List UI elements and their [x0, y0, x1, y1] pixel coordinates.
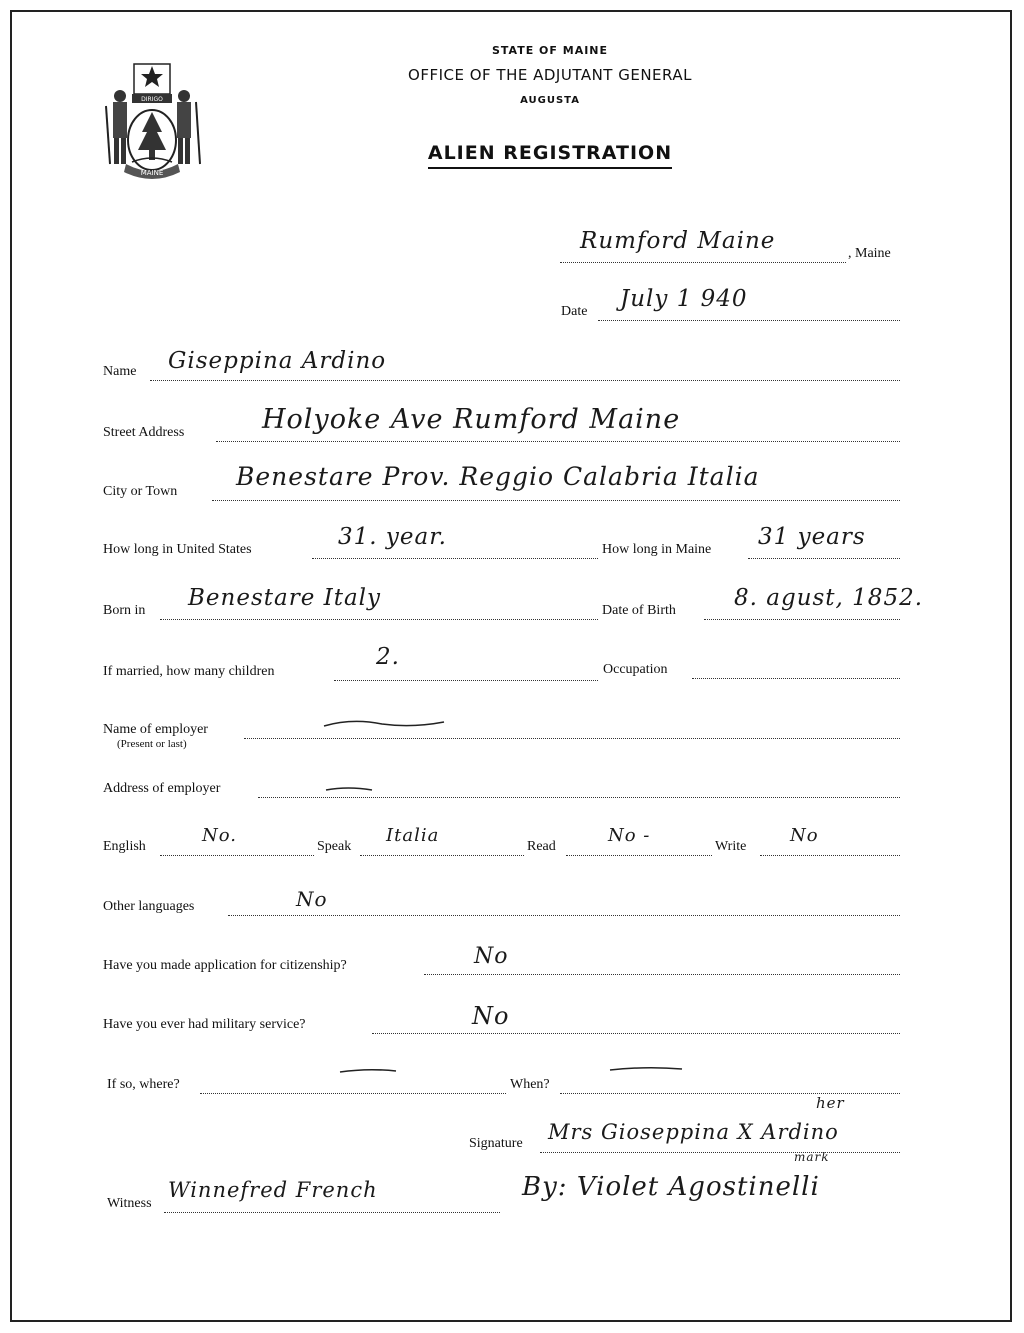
witness-value: Winnefred French — [168, 1178, 378, 1202]
military-line — [372, 1033, 900, 1034]
other-languages-value: No — [296, 887, 328, 911]
english-line — [160, 855, 314, 856]
signature-value: Mrs Gioseppina X Ardino — [548, 1120, 839, 1144]
employer-label: Name of employer — [103, 722, 208, 737]
signature-line — [540, 1152, 900, 1153]
form-title — [300, 142, 800, 164]
witness-line — [164, 1212, 500, 1213]
seal-banner: MAINE — [140, 169, 164, 177]
where-dash-mark — [338, 1066, 398, 1076]
write-value: No — [790, 825, 819, 846]
birthplace-line — [160, 619, 598, 620]
dob-value: 8. agust, 1852. — [734, 585, 924, 611]
speak-line — [360, 855, 524, 856]
date-line — [598, 320, 900, 321]
military-label: Have you ever had military service? — [103, 1017, 306, 1032]
other-languages-label: Other languages — [103, 899, 195, 914]
city-heading: AUGUSTA — [520, 95, 580, 106]
occupation-line — [692, 678, 900, 679]
other-languages-line — [228, 915, 900, 916]
place-value: Rumford Maine — [580, 228, 776, 254]
us-duration-value: 31. year. — [338, 524, 447, 550]
citizenship-label: Have you made application for citizenship? — [103, 958, 347, 973]
maine-duration-label: How long in Maine — [602, 542, 712, 557]
city-line — [212, 500, 900, 501]
signature-mark-her: her — [816, 1094, 845, 1112]
street-value: Holyoke Ave Rumford Maine — [262, 404, 681, 435]
military-value: No — [472, 1002, 510, 1030]
children-value: 2. — [376, 644, 400, 670]
dob-line — [704, 619, 900, 620]
seal-motto: DIRIGO — [141, 96, 163, 103]
where-line — [200, 1093, 506, 1094]
city-label: City or Town — [103, 484, 178, 499]
employer-sublabel: (Present or last) — [117, 738, 187, 750]
english-value: No. — [202, 825, 237, 846]
state-heading: STATE OF MAINE — [491, 44, 609, 57]
write-line — [760, 855, 900, 856]
date-value: July 1 940 — [620, 286, 748, 312]
name-value: Giseppina Ardino — [168, 348, 387, 374]
signature-mark-label: mark — [794, 1150, 830, 1164]
read-label: Read — [527, 839, 556, 854]
where-label: If so, where? — [107, 1077, 180, 1092]
speak-value: Italia — [386, 825, 440, 846]
date-label: Date — [561, 304, 588, 319]
signature-label: Signature — [469, 1136, 523, 1151]
read-line — [566, 855, 712, 856]
witness-label: Witness — [107, 1196, 152, 1211]
us-duration-line — [312, 558, 598, 559]
form-title-text: ALIEN REGISTRATION — [428, 142, 672, 169]
employer-address-line — [258, 797, 900, 798]
street-line — [216, 441, 900, 442]
maine-state-seal — [96, 56, 208, 180]
name-label: Name — [103, 364, 137, 379]
citizenship-value: No — [474, 944, 509, 969]
employer-address-dash-mark — [324, 784, 374, 794]
maine-duration-value: 31 years — [758, 524, 866, 550]
name-line — [150, 380, 900, 381]
employer-address-label: Address of employer — [103, 781, 221, 796]
when-line — [560, 1093, 900, 1094]
place-suffix: , Maine — [848, 246, 891, 261]
when-label: When? — [510, 1077, 550, 1092]
occupation-label: Occupation — [603, 662, 668, 677]
birthplace-label: Born in — [103, 603, 146, 618]
speak-label: Speak — [317, 839, 352, 854]
witness-by-value: By: Violet Agostinelli — [522, 1172, 820, 1202]
english-label: English — [103, 839, 146, 854]
citizenship-line — [424, 974, 900, 975]
office-heading: OFFICE OF THE ADJUTANT GENERAL — [408, 66, 692, 84]
place-line — [560, 262, 846, 263]
street-label: Street Address — [103, 425, 185, 440]
us-duration-label: How long in United States — [103, 542, 252, 557]
city-value: Benestare Prov. Reggio Calabria Italia — [236, 462, 760, 491]
write-label: Write — [715, 839, 747, 854]
children-label: If married, how many children — [103, 664, 275, 679]
children-line — [334, 680, 598, 681]
when-dash-mark — [608, 1064, 684, 1074]
employer-line — [244, 738, 900, 739]
read-value: No - — [608, 825, 651, 846]
maine-duration-line — [748, 558, 900, 559]
employer-dash-mark — [322, 716, 446, 730]
birthplace-value: Benestare Italy — [188, 585, 382, 611]
dob-label: Date of Birth — [602, 603, 676, 618]
